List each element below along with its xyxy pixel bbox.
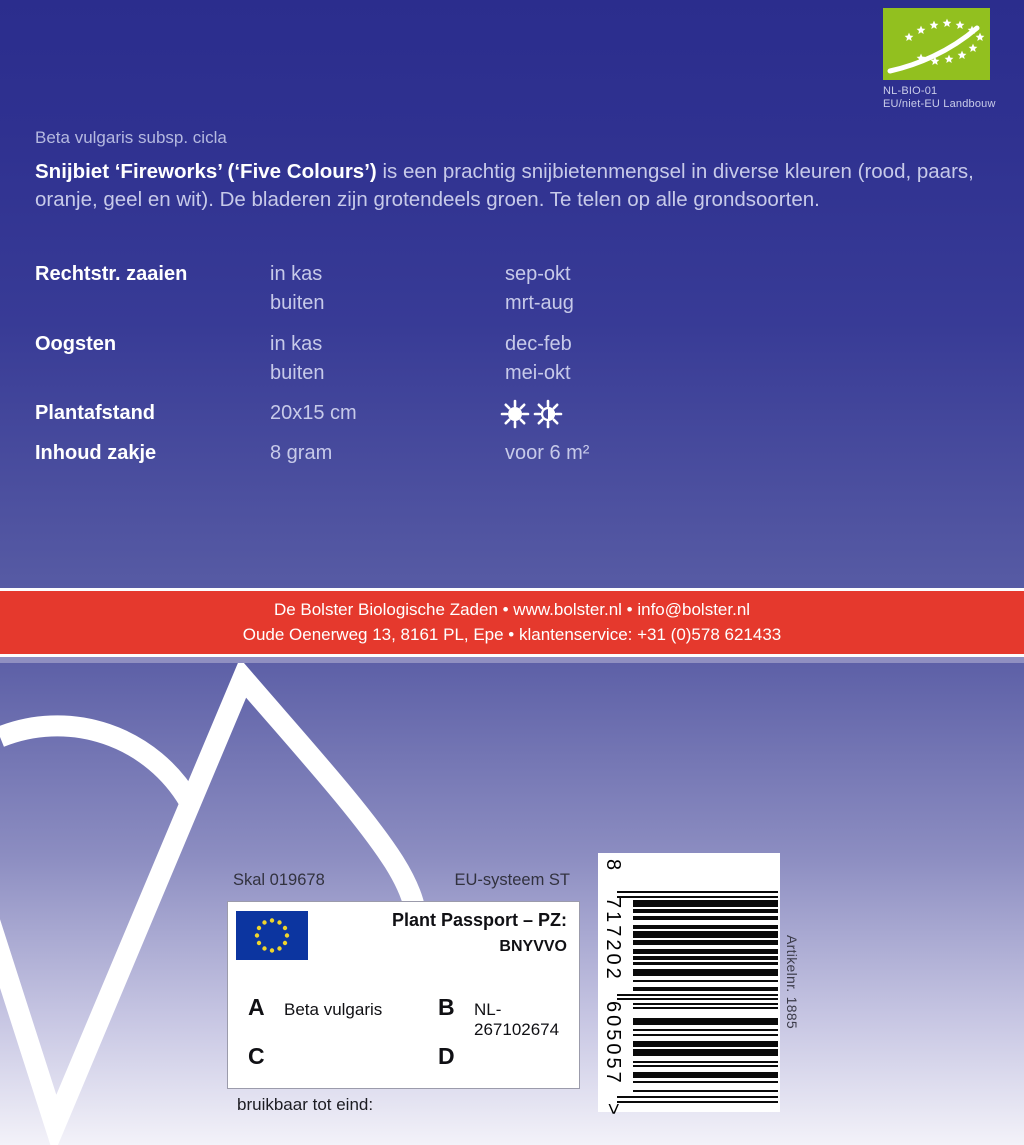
row-period: mei-okt [505, 362, 571, 384]
barcode-digit-lead: 8 [602, 859, 624, 874]
row-label: Oogsten [35, 333, 117, 355]
eu-leaf-stars-icon [883, 8, 990, 80]
barcode-bar [633, 987, 778, 992]
contact-line-company: De Bolster Biologische Zaden • www.bolster.nl • info@bolster.nl [273, 600, 751, 619]
barcode-bar [617, 994, 778, 996]
barcode-bar [633, 956, 778, 961]
barcode-end-char: > [602, 1103, 624, 1118]
article-number: Artikelnr. 1885 [784, 935, 800, 1029]
skal-number: Skal 019678 [233, 871, 325, 889]
barcode-bar [617, 1101, 778, 1103]
barcode-bar [633, 1065, 778, 1067]
variety-description [35, 158, 993, 214]
barcode-bar [617, 998, 778, 1000]
barcode-bar [633, 1041, 778, 1048]
row-condition: buiten [270, 292, 325, 314]
ean13-barcode [598, 853, 780, 1118]
sun-exposure-icons [500, 399, 566, 429]
variety-title: Snijbiet ‘Fireworks’ (‘Five Colours’) [35, 160, 377, 183]
barcode-bar [633, 1081, 778, 1083]
barcode-bar [633, 1090, 778, 1092]
barcode-bar [633, 1029, 778, 1031]
passport-field-b-label: B [438, 994, 455, 1020]
passport-field-b-value: NL-267102674 [474, 1000, 560, 1039]
barcode-bar [633, 909, 778, 914]
barcode-bar [633, 1034, 778, 1036]
eu-bio-code: NL-BIO-01 [883, 85, 938, 97]
passport-field-c-label: C [248, 1043, 265, 1069]
barcode-bar [633, 900, 778, 907]
eu-system-label: EU-systeem ST [454, 871, 570, 889]
row-value: 8 gram [270, 442, 333, 464]
barcode-bar [633, 1003, 778, 1005]
species-name: Beta vulgaris subsp. cicla [35, 128, 227, 147]
row-label: Inhoud zakje [35, 442, 157, 464]
barcode-digits-right: 605057 [602, 1001, 624, 1086]
row-period: sep-okt [505, 263, 571, 285]
row-condition: in kas [270, 333, 323, 355]
barcode-bar [633, 1072, 778, 1079]
row-value: 20x15 cm [270, 402, 357, 424]
row-period: mrt-aug [505, 292, 574, 314]
barcode-bar [617, 896, 778, 898]
row-condition: in kas [270, 263, 323, 285]
row-coverage: voor 6 m² [505, 442, 590, 464]
barcode-bar [633, 925, 778, 930]
barcode-bar [633, 1007, 778, 1009]
barcode-bar [617, 1096, 778, 1098]
barcode-bar [633, 949, 778, 954]
barcode-bar [617, 891, 778, 893]
eu-organic-leaf-icon [883, 8, 990, 80]
passport-field-d-label: D [438, 1043, 455, 1069]
barcode-bar [633, 980, 778, 982]
use-by-label: bruikbaar tot eind: [237, 1095, 374, 1114]
variety-text: is een prachtig snijbietenmengsel in diverse kleuren (rood, paars, oranje, geel en wit). De bladeren zijn grotendeels groen. Te telen op alle grondsoorten. [35, 160, 974, 211]
eu-bio-origin: EU/niet-EU Landbouw [883, 98, 996, 110]
passport-field-a-value: Beta vulgaris [284, 1000, 383, 1019]
row-condition: buiten [270, 362, 325, 384]
barcode-bar [633, 1049, 778, 1056]
contact-line-address: Oude Oenerweg 13, 8161 PL, Epe • klantenservice: +31 (0)578 621433 [242, 625, 782, 644]
row-label: Plantafstand [35, 402, 156, 424]
barcode-digits-left: 717202 [602, 897, 624, 982]
packet-bottom-section [0, 663, 1024, 1145]
passport-code: BNYVVO [499, 938, 567, 955]
passport-field-a-label: A [248, 994, 265, 1020]
plant-passport-box [227, 901, 580, 1089]
barcode-bar [633, 969, 778, 976]
passport-title: Plant Passport – PZ: [391, 910, 567, 930]
barcode-bar [633, 931, 778, 938]
row-period: dec-feb [505, 333, 572, 355]
barcode-bar [633, 1061, 778, 1063]
row-label: Rechtstr. zaaien [35, 263, 188, 285]
barcode-bar [633, 940, 778, 945]
barcode-bar [633, 962, 778, 964]
eu-organic-logo [883, 8, 1003, 111]
barcode-bar [633, 916, 778, 921]
barcode-bar [633, 1018, 778, 1025]
eu-flag-icon [236, 911, 308, 960]
contact-banner [0, 588, 1024, 657]
